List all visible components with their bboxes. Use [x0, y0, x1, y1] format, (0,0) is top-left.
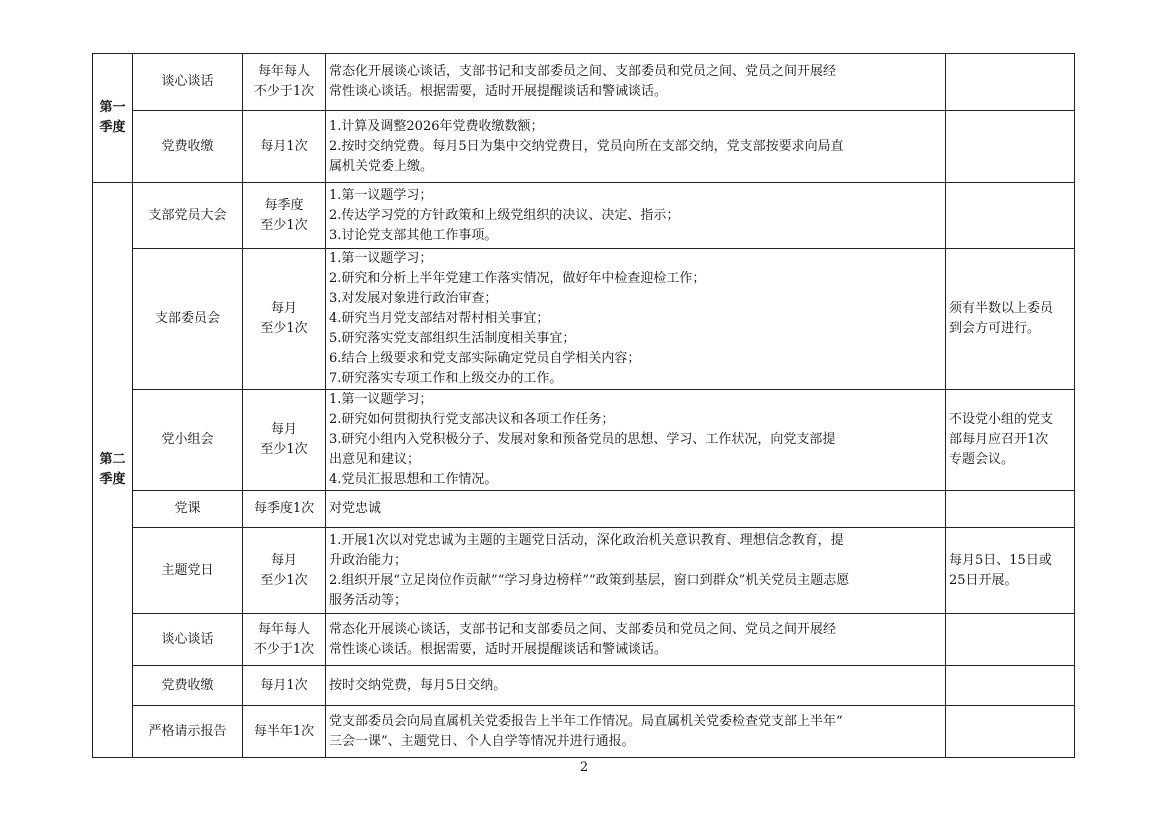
quarter-label-segment: 第二	[99, 452, 126, 467]
activity-cell: 党小组会	[133, 390, 243, 491]
note-cell	[946, 54, 1075, 111]
frequency-cell	[243, 528, 326, 614]
activity-cell: 主题党日	[133, 528, 243, 614]
table-row	[93, 54, 1075, 111]
frequency-line: 至少1次	[260, 321, 308, 336]
frequency-line: 每月1次	[260, 138, 308, 154]
content-line: 4.研究当月党支部结对帮村相关事宜；	[329, 311, 550, 326]
content-line: 2.组织开展“立足岗位作贡献”“学习身边榜样”“政策到基层，窗口到群众”机关党员主题志愿	[329, 572, 850, 588]
table-row	[93, 183, 1075, 249]
frequency-line: 每季度1次	[253, 501, 315, 516]
frequency-line: 至少1次	[260, 217, 308, 233]
frequency-line: 每月	[270, 552, 297, 568]
content-line: 2.研究如何贯彻执行党支部决议和各项工作任务；	[329, 412, 615, 427]
note-line: 每月5日、15日或	[949, 552, 1052, 568]
note-cell	[946, 666, 1075, 706]
content-line: 1.第一议题学习；	[329, 392, 433, 407]
content-cell	[326, 666, 946, 706]
content-line: 1.计算及调整2026年党费收缴数额；	[329, 118, 544, 134]
activity-cell: 党费收缴	[133, 111, 243, 183]
activity-cell: 支部委员会	[133, 249, 243, 390]
content-line: 常态化开展谈心谈话，支部书记和支部委员之间、支部委员和党员之间、党员之间开展经	[329, 64, 837, 79]
note-line: 25日开展。	[949, 572, 1018, 588]
activity-cell: 谈心谈话	[133, 614, 243, 666]
frequency-line: 至少1次	[260, 442, 308, 457]
content-line: 1.第一议题学习；	[329, 187, 433, 203]
frequency-line: 不少于1次	[253, 641, 315, 657]
table-row	[93, 706, 1075, 758]
content-line: 常性谈心谈话。根据需要，适时开展提醒谈话和警诫谈话。	[329, 84, 668, 99]
frequency-cell	[243, 491, 326, 528]
content-line: 常性谈心谈话。根据需要，适时开展提醒谈话和警诫谈话。	[329, 641, 668, 657]
activity-cell: 支部党员大会	[133, 183, 243, 249]
activity-cell: 严格请示报告	[133, 706, 243, 758]
table-row	[93, 390, 1075, 491]
frequency-line: 不少于1次	[253, 84, 315, 99]
note-line: 不设党小组的党支	[949, 412, 1054, 427]
content-line: 2.研究和分析上半年党建工作落实情况，做好年中检查迎检工作；	[329, 271, 706, 286]
table-row	[93, 491, 1075, 528]
content-line: 3.对发展对象进行政治审查；	[329, 291, 498, 306]
content-cell	[326, 706, 946, 758]
content-line: 按时交纳党费，每月5日交纳。	[329, 677, 507, 693]
content-line: 服务活动等；	[329, 592, 408, 608]
content-cell	[326, 528, 946, 614]
content-cell	[326, 54, 946, 111]
quarter-label-segment: 季度	[99, 472, 126, 487]
table-row	[93, 528, 1075, 614]
content-line: 1.开展1次以对党忠诚为主题的主题党日活动，深化政治机关意识教育、理想信念教育，提	[329, 532, 844, 548]
quarter-label	[93, 183, 133, 758]
frequency-cell	[243, 54, 326, 111]
frequency-line: 每月1次	[260, 677, 308, 693]
content-line: 3.讨论党支部其他工作事项。	[329, 227, 498, 243]
content-line: 6.结合上级要求和党支部实际确定党员自学相关内容；	[329, 351, 641, 366]
note-line: 到会方可进行。	[949, 321, 1041, 336]
content-cell	[326, 249, 946, 390]
content-line: 4.党员汇报思想和工作情况。	[329, 472, 498, 487]
content-cell	[326, 491, 946, 528]
content-cell	[326, 183, 946, 249]
note-cell	[946, 390, 1075, 491]
note-cell	[946, 249, 1075, 390]
note-cell	[946, 491, 1075, 528]
frequency-cell	[243, 390, 326, 491]
frequency-line: 每月	[270, 422, 297, 437]
content-line: 5.研究落实党支部组织生活制度相关事宜；	[329, 331, 576, 346]
frequency-cell	[243, 249, 326, 390]
content-cell	[326, 111, 946, 183]
content-line: 对党忠诚	[329, 501, 382, 516]
frequency-cell	[243, 614, 326, 666]
frequency-line: 每年每人	[257, 621, 310, 637]
content-line: 三会一课”、主题党日、个人自学等情况并进行通报。	[329, 733, 635, 749]
content-line: 2.按时交纳党费。每月5日为集中交纳党费日，党员向所在支部交纳，党支部按要求向局直	[329, 138, 844, 154]
frequency-line: 每年每人	[257, 64, 310, 79]
quarter-label-text	[96, 450, 129, 490]
quarter-label-segment: 季度	[99, 120, 126, 135]
table-row	[93, 614, 1075, 666]
note-cell	[946, 614, 1075, 666]
quarter-label	[93, 54, 133, 183]
page-number: 2	[579, 760, 589, 775]
quarter-label-text	[96, 98, 129, 138]
content-line: 2.传达学习党的方针政策和上级党组织的决议、决定、指示；	[329, 207, 680, 223]
quarter-label-segment: 第一	[99, 100, 126, 115]
frequency-cell	[243, 666, 326, 706]
frequency-line: 每月	[270, 301, 297, 316]
content-line: 出意见和建议；	[329, 452, 421, 467]
content-cell	[326, 390, 946, 491]
table-row	[93, 666, 1075, 706]
frequency-line: 至少1次	[260, 572, 308, 588]
content-line: 3.研究小组内入党积极分子、发展对象和预备党员的思想、学习、工作状况，向党支部提	[329, 432, 836, 447]
table-row	[93, 111, 1075, 183]
table-row	[93, 249, 1075, 390]
note-line: 专题会议。	[949, 452, 1015, 467]
frequency-line: 每半年1次	[253, 723, 315, 739]
work-plan-body	[93, 54, 1075, 758]
content-line: 7.研究落实专项工作和上级交办的工作。	[329, 371, 563, 386]
frequency-cell	[243, 111, 326, 183]
activity-cell: 谈心谈话	[133, 54, 243, 111]
note-cell	[946, 706, 1075, 758]
content-line: 常态化开展谈心谈话，支部书记和支部委员之间、支部委员和党员之间、党员之间开展经	[329, 621, 837, 637]
content-line: 党支部委员会向局直属机关党委报告上半年工作情况。局直属机关党委检查党支部上半年“	[329, 713, 843, 729]
note-line: 部每月应召开1次	[949, 432, 1049, 447]
activity-cell: 党费收缴	[133, 666, 243, 706]
note-line: 须有半数以上委员	[949, 301, 1054, 316]
note-cell	[946, 111, 1075, 183]
content-line: 升政治能力；	[329, 552, 408, 568]
note-cell	[946, 183, 1075, 249]
frequency-cell	[243, 183, 326, 249]
frequency-line: 每季度	[264, 197, 304, 213]
frequency-cell	[243, 706, 326, 758]
content-line: 属机关党委上缴。	[329, 158, 434, 174]
content-cell	[326, 614, 946, 666]
activity-cell: 党课	[133, 491, 243, 528]
content-line: 1.第一议题学习；	[329, 251, 433, 266]
note-cell	[946, 528, 1075, 614]
work-plan-table	[92, 53, 1075, 758]
